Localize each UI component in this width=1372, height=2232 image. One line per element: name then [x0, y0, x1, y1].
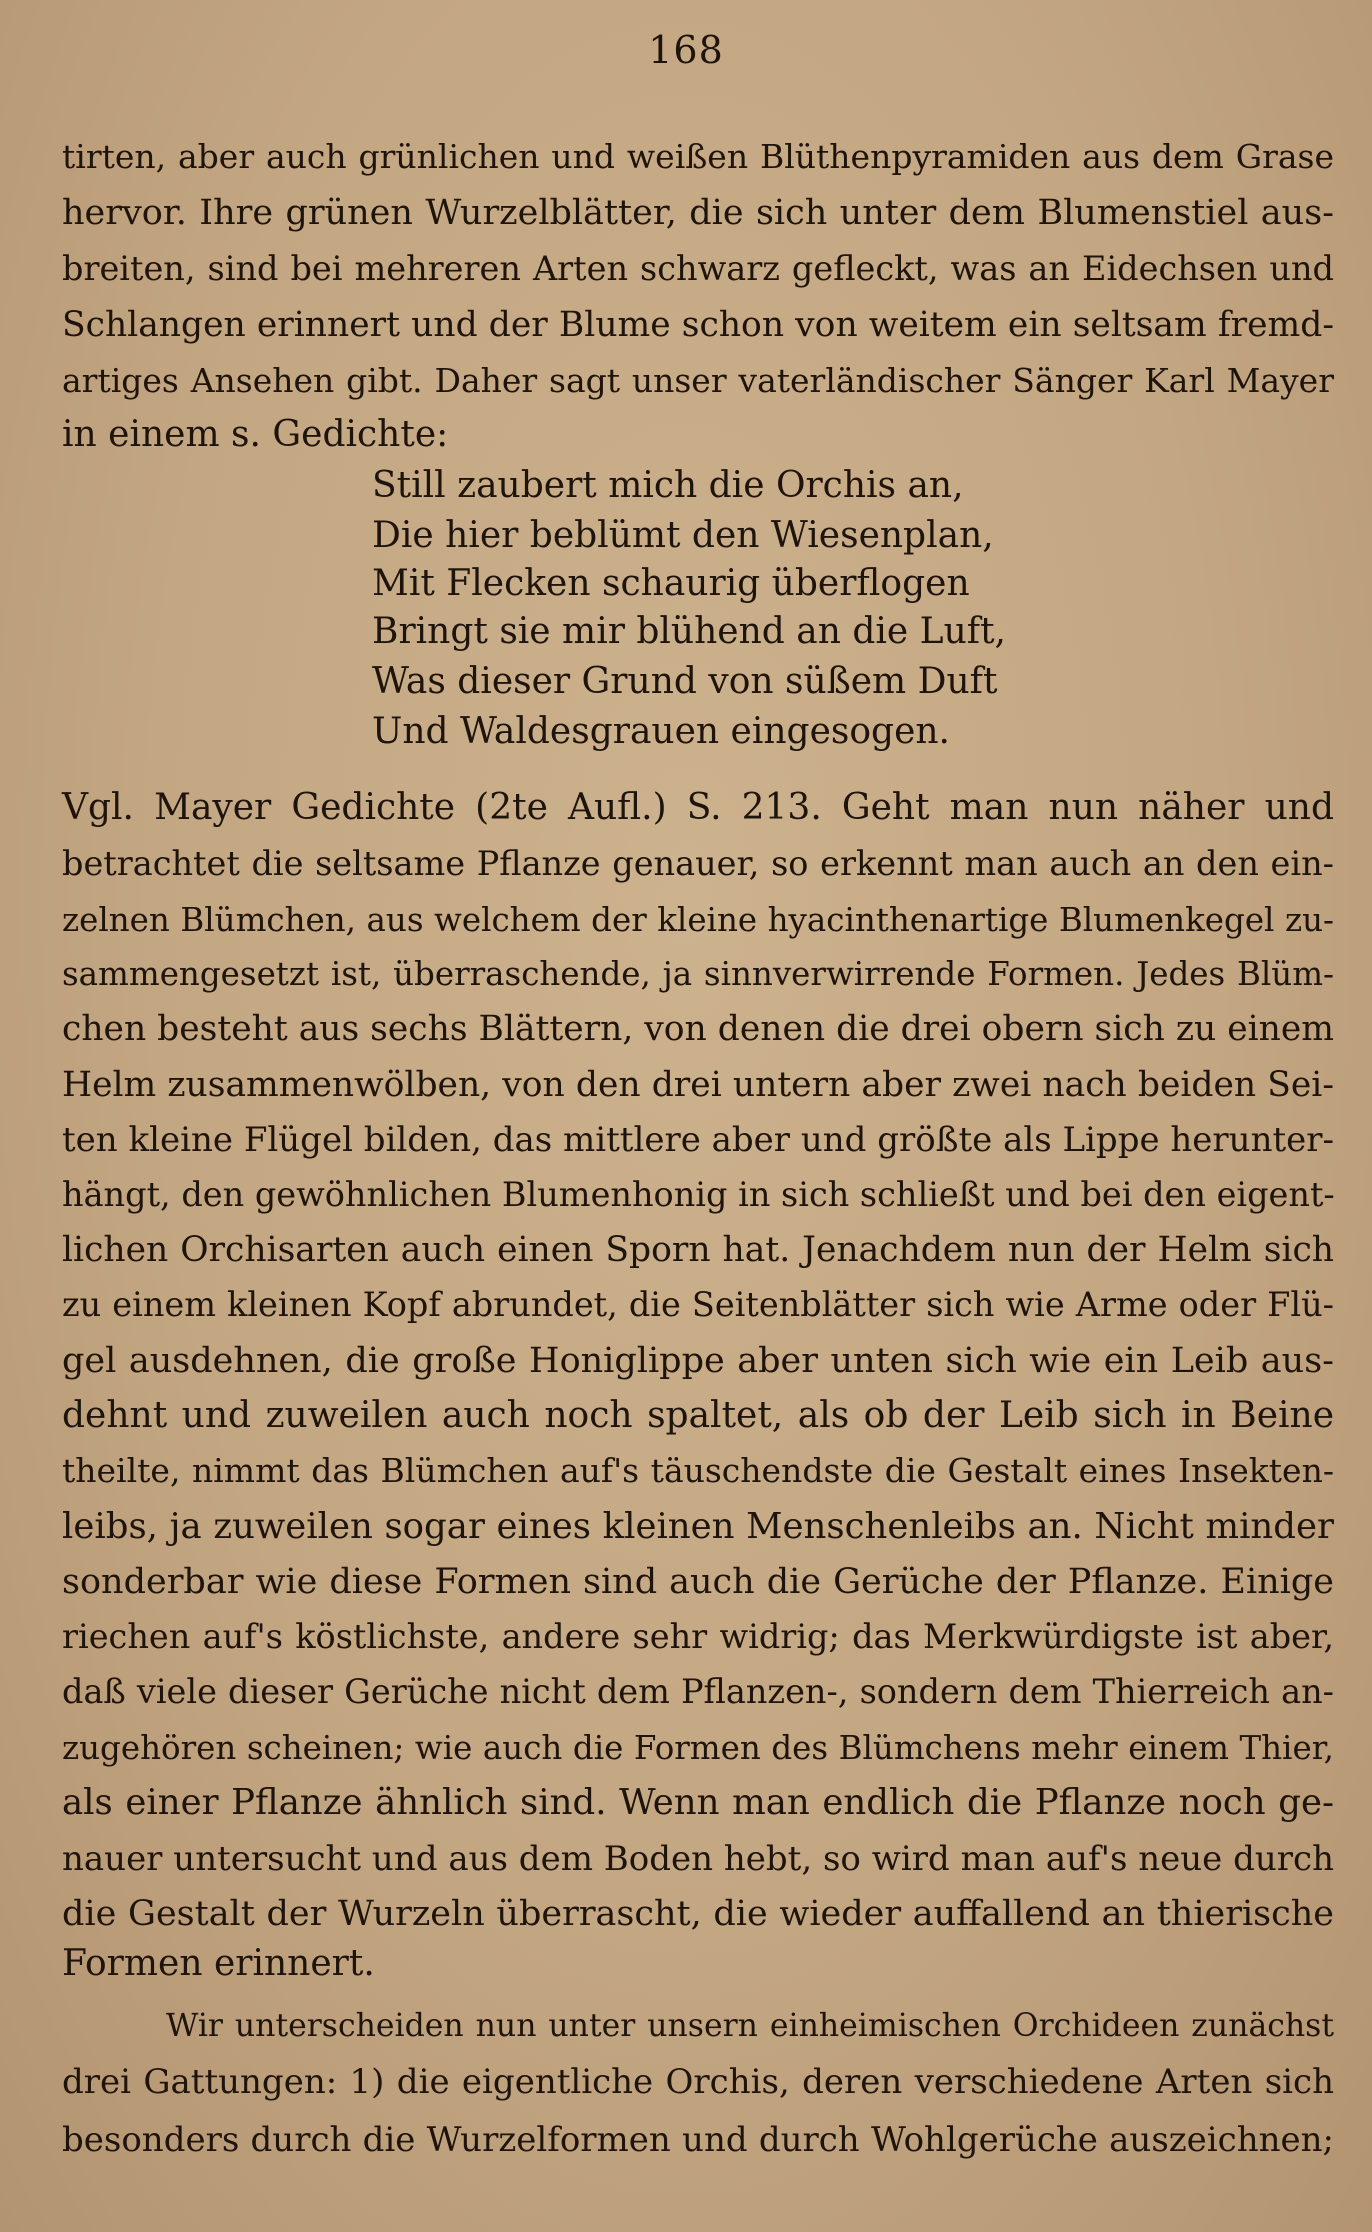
- text-line: als einer Pflanze ähnlich sind. Wenn man endlich die Pflanze noch ge-: [62, 1782, 1334, 1823]
- poem-line: Was dieser Grund von süßem Duft: [372, 661, 998, 702]
- text-line: nauer untersucht und aus dem Boden hebt, so wird man auf's neue durch: [62, 1839, 1334, 1879]
- text-line: die Gestalt der Wurzeln überrascht, die wieder auffallend an thierische: [62, 1894, 1334, 1934]
- text-line: dehnt und zuweilen auch noch spaltet, als ob der Leib sich in Beine: [62, 1395, 1334, 1436]
- poem-line: Bringt sie mir blühend an die Luft,: [372, 611, 1006, 652]
- text-line: riechen auf's köstlichste, andere sehr widrig; das Merkwürdigste ist aber,: [62, 1617, 1334, 1656]
- text-line: daß viele dieser Gerüche nicht dem Pflanzen-, sondern dem Thierreich an-: [62, 1672, 1334, 1711]
- text-line: ten kleine Flügel bilden, das mittlere aber und größte als Lippe herunter-: [62, 1120, 1334, 1160]
- text-line: chen besteht aus sechs Blättern, von denen die drei obern sich zu einem: [62, 1009, 1334, 1049]
- text-line: zu einem kleinen Kopf abrundet, die Seitenblätter sich wie Arme oder Flü-: [62, 1285, 1334, 1324]
- text-line: drei Gattungen: 1) die eigentliche Orchis, deren verschiedene Arten sich: [62, 2062, 1334, 2102]
- poem-line: Still zaubert mich die Orchis an,: [372, 465, 964, 506]
- poem-line: Mit Flecken schaurig überflogen: [372, 563, 970, 604]
- text-line: Helm zusammenwölben, von den drei untern aber zwei nach beiden Sei-: [62, 1065, 1334, 1105]
- text-line: hervor. Ihre grünen Wurzelblätter, die sich unter dem Blumenstiel aus-: [62, 193, 1334, 233]
- text-line: lichen Orchisarten auch einen Sporn hat. Jenachdem nun der Helm sich: [62, 1230, 1334, 1270]
- text-line: Formen erinnert.: [62, 1943, 375, 1984]
- poem-line: Die hier beblümt den Wiesenplan,: [372, 515, 994, 556]
- text-line: besonders durch die Wurzelformen und durch Wohlgerüche auszeichnen;: [62, 2120, 1334, 2160]
- text-line: theilte, nimmt das Blümchen auf's täuschendste die Gestalt eines Insekten-: [62, 1451, 1334, 1490]
- text-line: Wir unterscheiden nun unter unsern einheimischen Orchideen zunächst: [166, 2008, 1334, 2044]
- page-number: 168: [648, 28, 724, 72]
- text-line: betrachtet die seltsame Pflanze genauer, so erkennt man auch an den ein-: [62, 844, 1334, 883]
- text-line: gel ausdehnen, die große Honiglippe aber unten sich wie ein Leib aus-: [62, 1341, 1334, 1381]
- text-line: hängt, den gewöhnlichen Blumenhonig in sich schließt und bei den eigent-: [62, 1175, 1335, 1214]
- text-line: Schlangen erinnert und der Blume schon von weitem ein seltsam fremd-: [62, 305, 1334, 345]
- text-line: in einem s. Gedichte:: [62, 414, 449, 455]
- poem-line: Und Waldesgrauen eingesogen.: [372, 711, 951, 752]
- text-line: zelnen Blümchen, aus welchem der kleine hyacinthenartige Blumenkegel zu-: [62, 901, 1334, 939]
- text-line: artiges Ansehen gibt. Daher sagt unser vaterländischer Sänger Karl Mayer: [62, 361, 1334, 400]
- text-line: sonderbar wie diese Formen sind auch die Gerüche der Pflanze. Einige: [62, 1562, 1334, 1602]
- text-line: Vgl. Mayer Gedichte (2te Aufl.) S. 213. Geht man nun näher und: [62, 787, 1334, 828]
- text-line: zugehören scheinen; wie auch die Formen des Blümchens mehr einem Thier,: [62, 1729, 1334, 1767]
- text-line: tirten, aber auch grünlichen und weißen Blüthenpyramiden aus dem Grase: [62, 137, 1334, 176]
- text-line: sammengesetzt ist, überraschende, ja sinnverwirrende Formen. Jedes Blüm-: [62, 955, 1334, 993]
- text-line: breiten, sind bei mehreren Arten schwarz gefleckt, was an Eidechsen und: [62, 249, 1334, 288]
- text-line: leibs, ja zuweilen sogar eines kleinen Menschenleibs an. Nicht minder: [62, 1506, 1334, 1547]
